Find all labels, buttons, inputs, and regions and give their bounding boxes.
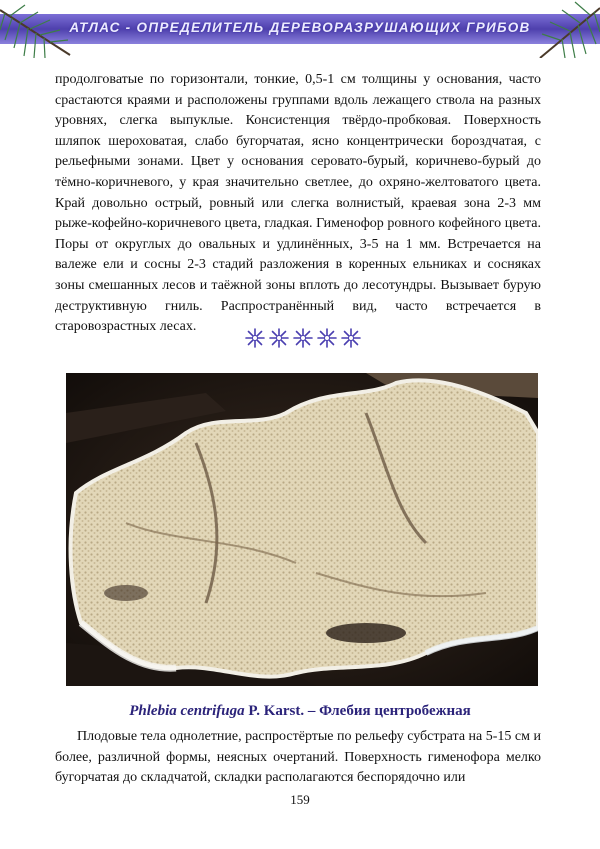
species-caption (40, 703, 560, 720)
ornament-icon (342, 329, 360, 347)
page-number: 159 (290, 792, 310, 807)
species-author: P. Karst. (248, 703, 305, 719)
species-russian-name: Флебия центробежная (319, 703, 471, 719)
description-paragraph-top: продолговатые по горизонтали, тонкие, 0,5-1 см толщины у основания, часто срастаются краями и расположены группами вдоль лежащего ствола на разных уровнях, слегка выпуклые. Консистенция твёрдо-пробковая. Поверхность шляпок шероховатая, слабо бугорчатая, ясно концентрически бороздчатая, с рельефными зонами. Цвет у основания серовато-бурый, коричнево-бурый до тёмно-коричневого, у края значительно светлее, до охряно-желтоватого цвета. Край довольно острый, ровный или слегка волнистый, краевая зона 2-3 мм рыже-кофейно-коричневого цвета, гладкая. Гименофор ровного кофейного цвета. Поры от округлых до овальных и удлинённых, 3-5 на 1 мм. Встречается на валеже ели и сосны 2-3 стадий разложения в коренных ельниках и сосняках зоны смешанных лесов и таёжной зоны вплоть до лесотундры. Вызывает бурую деструктивную гниль. Распространённый вид, часто встречается в старовозрастных лесах. (55, 72, 541, 335)
ornament-icon (294, 329, 312, 347)
ornament-icon (318, 329, 336, 347)
ornament-icon (246, 329, 264, 347)
ornament-divider (244, 327, 364, 349)
caption-separator: – (307, 703, 316, 719)
fungus-photo (66, 373, 538, 686)
description-paragraph-bottom: Плодовые тела однолетние, распростёртые по рельефу субстрата на 5-15 см и более, различной формы, неясных очертаний. Поверхность гименофора мелко бугорчатая до складчатой, складки располагаются беспорядочно или (55, 729, 541, 786)
running-header: АТЛАС - ОПРЕДЕЛИТЕЛЬ ДЕРЕВОРАЗРУШАЮЩИХ ГРИБОВ (69, 20, 531, 35)
ornament-icon (270, 329, 288, 347)
species-latin-name: Phlebia centrifuga (129, 703, 245, 719)
